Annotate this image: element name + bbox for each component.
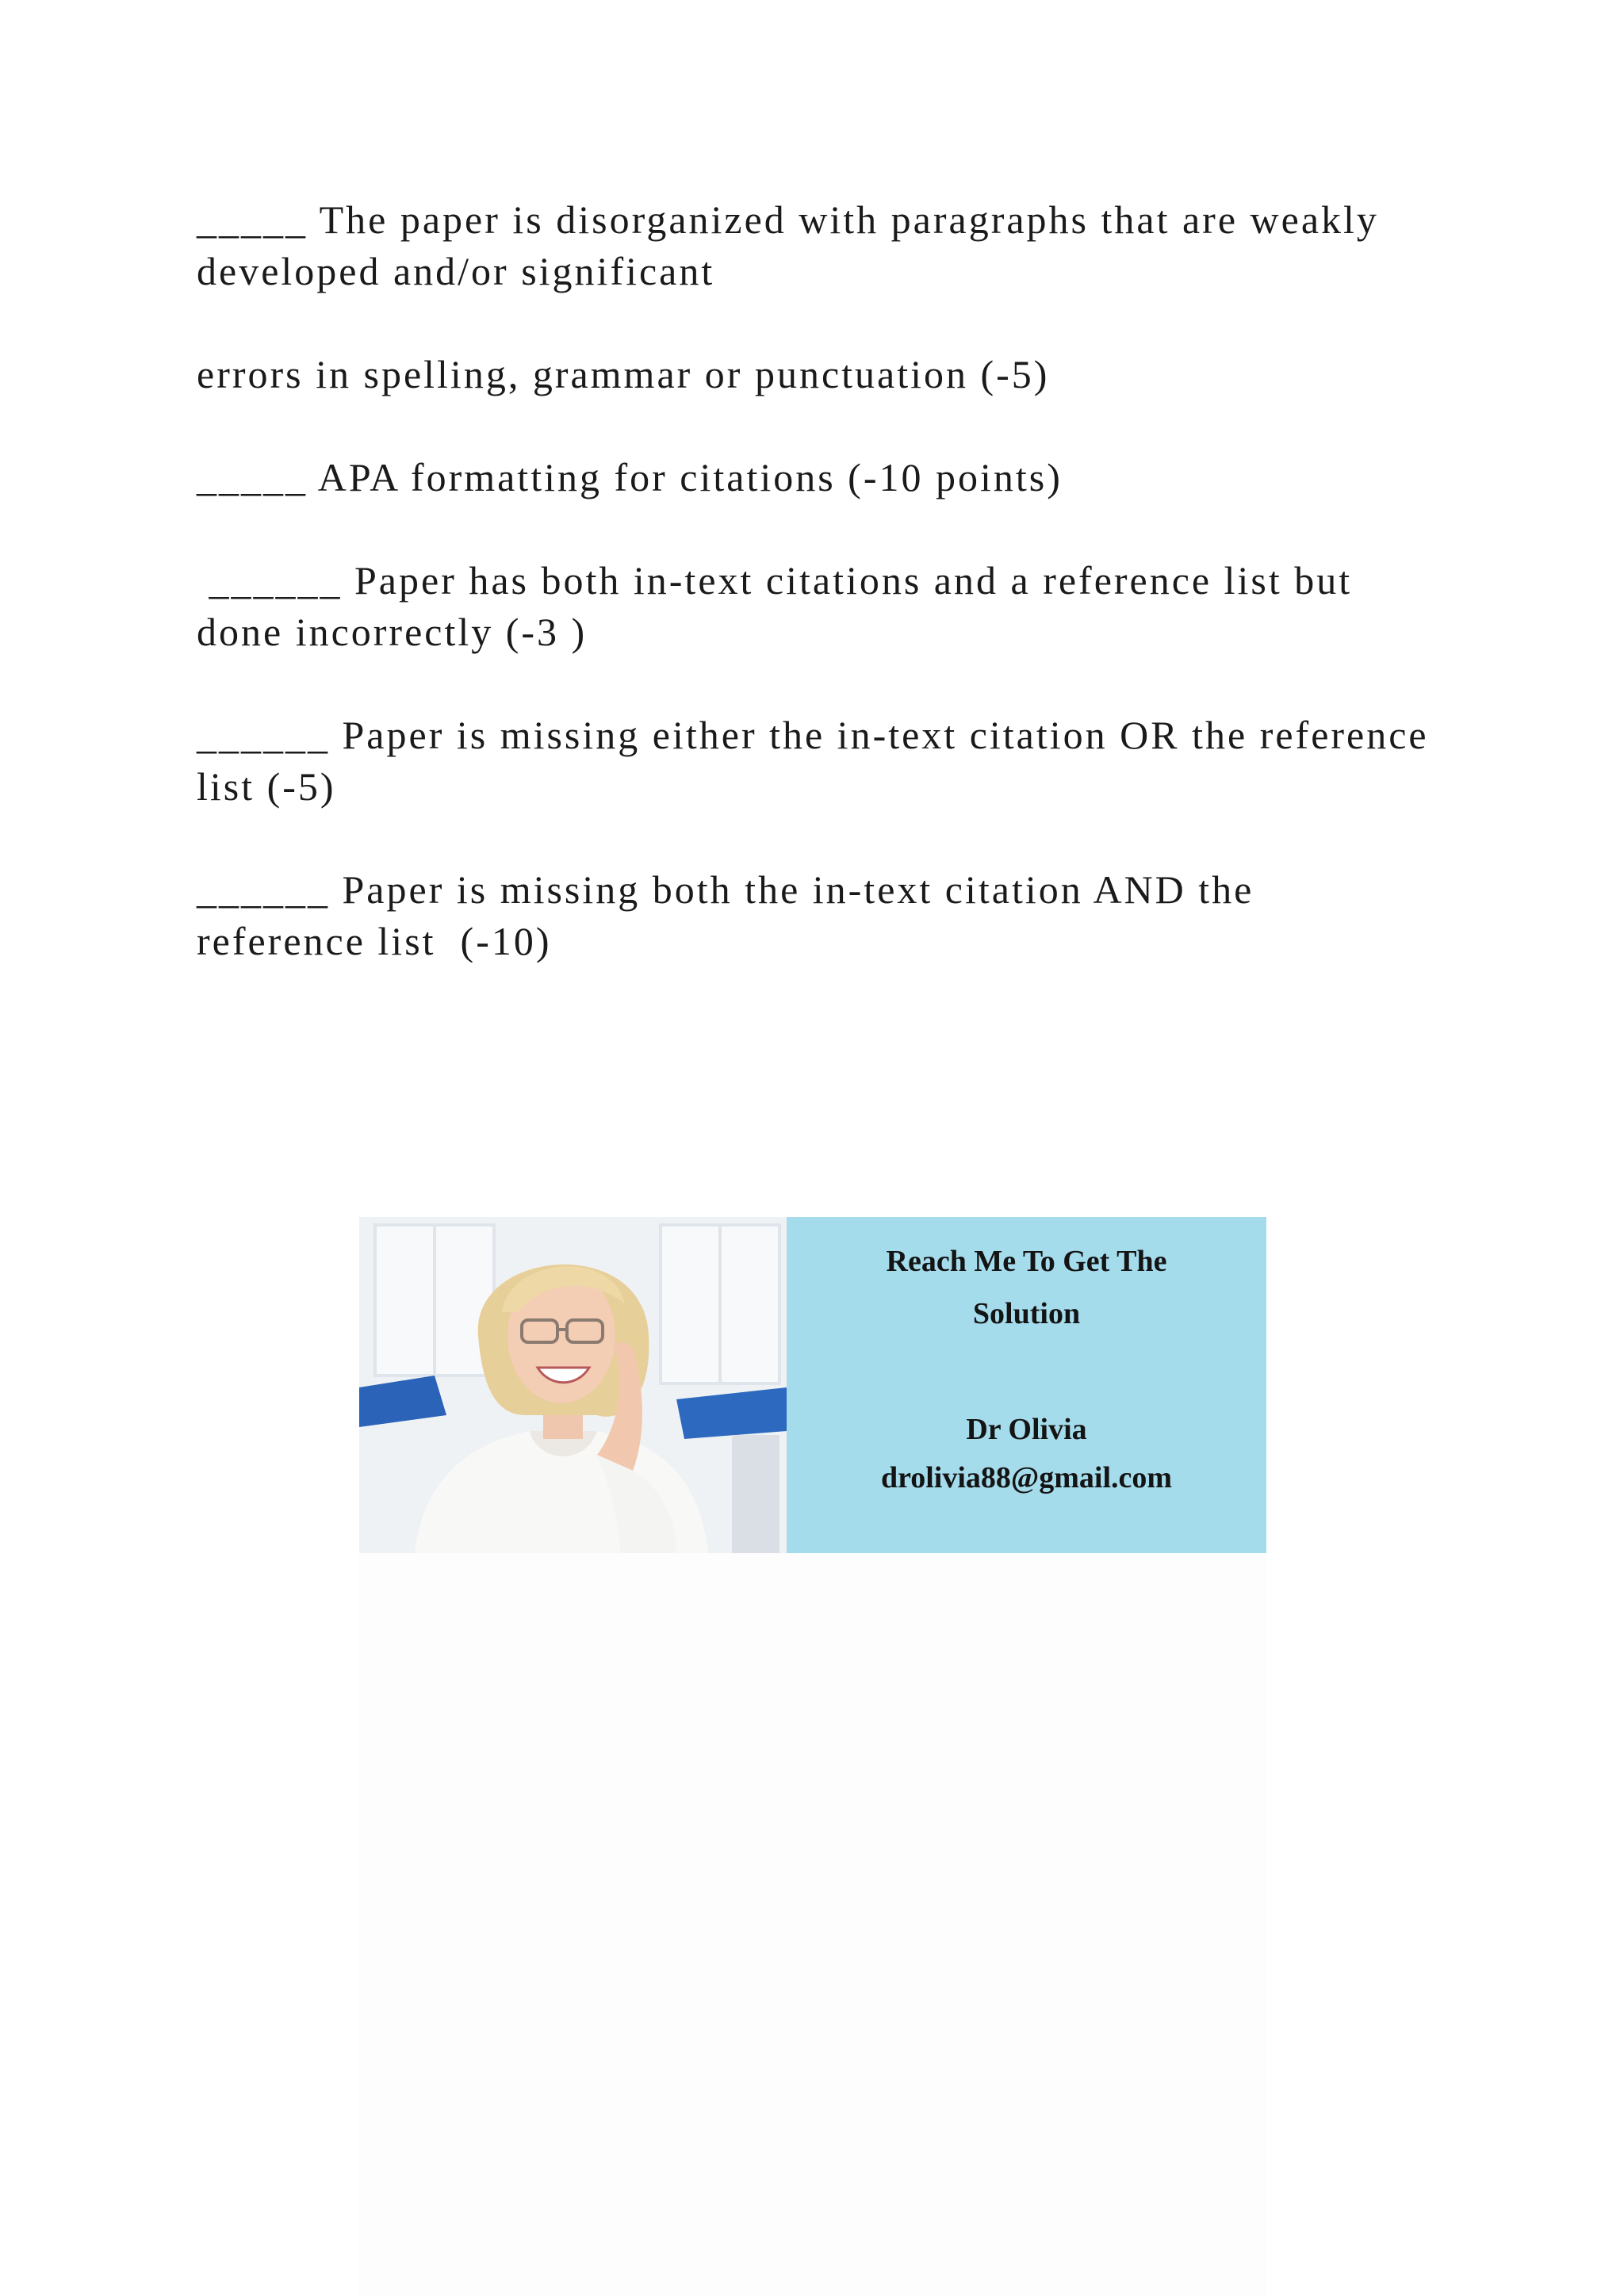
card-heading-line2: Solution: [972, 1297, 1081, 1330]
faint-background-panel: [359, 1553, 1266, 2296]
rubric-item-missing-both: ______ Paper is missing both the in-text citation AND the reference list (-10): [197, 867, 1266, 963]
rubric-item-missing-either: ______ Paper is missing either the in-text citation OR the reference list (-5): [197, 713, 1442, 809]
contact-card: [787, 1217, 1266, 1553]
rubric-item-incorrect-citations: ______ Paper has both in-text citations and a reference list but done incorrectly (-3 ): [197, 558, 1365, 654]
woman-photo: [359, 1217, 787, 1553]
contact-email: drolivia88@gmail.com: [880, 1461, 1173, 1494]
rubric-item-errors: errors in spelling, grammar or punctuation (-5): [197, 352, 1050, 396]
contact-banner: [359, 1217, 1266, 1553]
rubric-item-apa-formatting: _____ APA formatting for citations (-10 points): [197, 455, 1063, 499]
rubric-item-disorganized: _____ The paper is disorganized with paragraphs that are weakly developed and/or significant: [197, 197, 1392, 293]
woman-illustration: [359, 1217, 787, 1553]
document-body: [197, 194, 1442, 1019]
contact-name: Dr Olivia: [966, 1413, 1087, 1446]
card-heading-line1: Reach Me To Get The: [886, 1245, 1167, 1278]
